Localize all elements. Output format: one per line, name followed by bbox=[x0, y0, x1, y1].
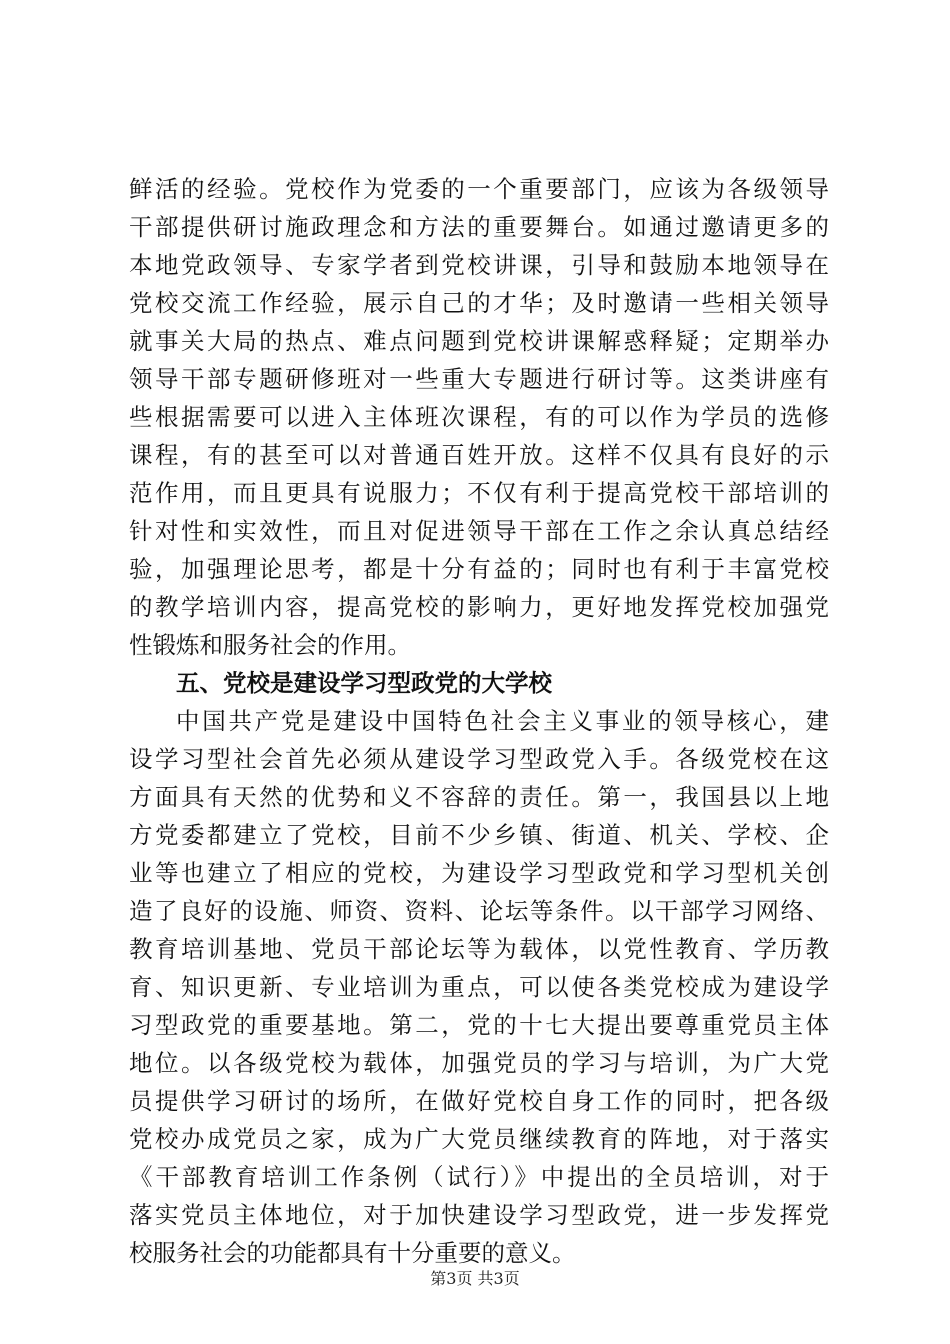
text-line: 针对性和实效性，而且对促进领导干部在工作之余认真总结经 bbox=[129, 517, 829, 545]
text-line: 校服务社会的功能都具有十分重要的意义。 bbox=[129, 1239, 576, 1267]
page-footer: 第3页 共3页 bbox=[430, 1269, 520, 1288]
text-line: 党校办成党员之家，成为广大党员继续教育的阵地，对于落实 bbox=[129, 1125, 829, 1153]
text-line: 鲜活的经验。党校作为党委的一个重要部门，应该为各级领导 bbox=[129, 175, 829, 203]
text-line: 方面具有天然的优势和义不容辞的责任。第一，我国县以上地 bbox=[129, 783, 829, 811]
text-line: 干部提供研讨施政理念和方法的重要舞台。如通过邀请更多的 bbox=[129, 213, 829, 241]
text-line: 性锻炼和服务社会的作用。 bbox=[129, 631, 411, 659]
document-body bbox=[129, 170, 829, 1272]
paragraph-2 bbox=[129, 702, 829, 1272]
text-line: 课程，有的甚至可以对普通百姓开放。这样不仅具有良好的示 bbox=[129, 441, 829, 469]
text-line: 方党委都建立了党校，目前不少乡镇、街道、机关、学校、企 bbox=[129, 821, 829, 849]
paragraph-1 bbox=[129, 170, 829, 664]
section-heading: 五、党校是建设学习型政党的大学校 bbox=[176, 669, 552, 697]
text-line: 育、知识更新、专业培训为重点，可以使各类党校成为建设学 bbox=[129, 973, 829, 1001]
text-line: 业等也建立了相应的党校，为建设学习型政党和学习型机关创 bbox=[129, 859, 829, 887]
text-line: 落实党员主体地位，对于加快建设学习型政党，进一步发挥党 bbox=[129, 1201, 829, 1229]
text-line: 地位。以各级党校为载体，加强党员的学习与培训，为广大党 bbox=[129, 1049, 829, 1077]
text-line: 教育培训基地、党员干部论坛等为载体，以党性教育、学历教 bbox=[129, 935, 829, 963]
text-line: 中国共产党是建设中国特色社会主义事业的领导核心，建 bbox=[176, 707, 829, 735]
text-line: 习型政党的重要基地。第二，党的十七大提出要尊重党员主体 bbox=[129, 1011, 829, 1039]
text-line: 本地党政领导、专家学者到党校讲课，引导和鼓励本地领导在 bbox=[129, 251, 829, 279]
text-line: 就事关大局的热点、难点问题到党校讲课解惑释疑；定期举办 bbox=[129, 327, 829, 355]
text-line: 造了良好的设施、师资、资料、论坛等条件。以干部学习网络、 bbox=[129, 897, 829, 925]
text-line: 党校交流工作经验，展示自己的才华；及时邀请一些相关领导 bbox=[129, 289, 829, 317]
text-line: 设学习型社会首先必须从建设学习型政党入手。各级党校在这 bbox=[129, 745, 829, 773]
text-line: 范作用，而且更具有说服力；不仅有利于提高党校干部培训的 bbox=[129, 479, 829, 507]
text-line: 《干部教育培训工作条例（试行）》中提出的全员培训，对于 bbox=[129, 1163, 829, 1191]
text-line: 领导干部专题研修班对一些重大专题进行研讨等。这类讲座有 bbox=[129, 365, 829, 393]
text-line: 员提供学习研讨的场所，在做好党校自身工作的同时，把各级 bbox=[129, 1087, 829, 1115]
text-line: 些根据需要可以进入主体班次课程，有的可以作为学员的选修 bbox=[129, 403, 829, 431]
text-line: 验，加强理论思考，都是十分有益的；同时也有利于丰富党校 bbox=[129, 555, 829, 583]
text-line: 的教学培训内容，提高党校的影响力，更好地发挥党校加强党 bbox=[129, 593, 829, 621]
